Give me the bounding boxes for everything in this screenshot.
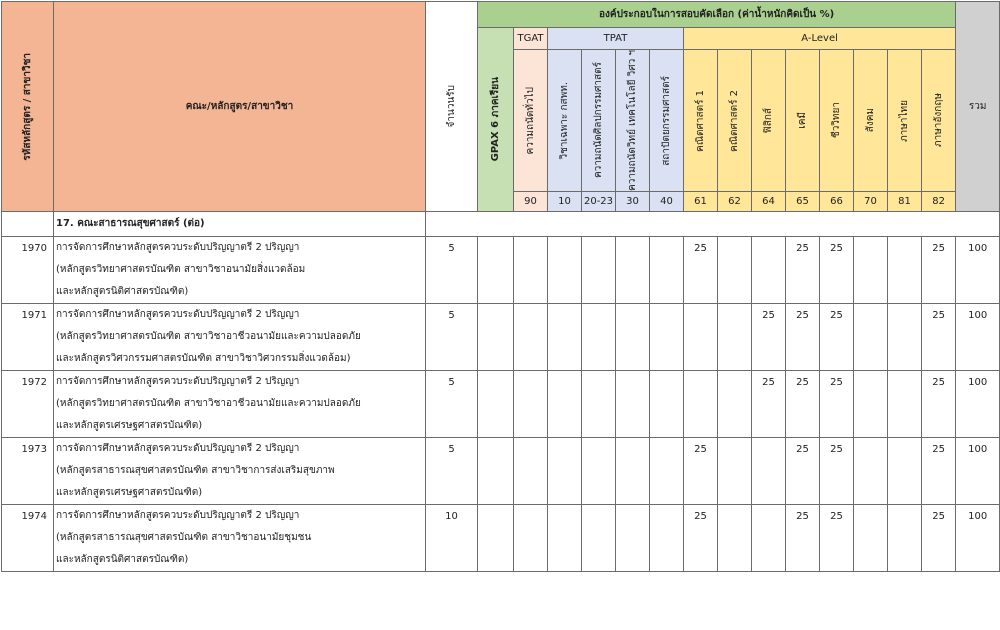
weight-value bbox=[616, 236, 650, 303]
program-name-cell bbox=[54, 370, 426, 437]
subject-code: 20-23 bbox=[582, 191, 616, 211]
program-code: 1970 bbox=[2, 236, 54, 303]
program-name-line: และหลักสูตรนิติศาสตรบัณฑิต) bbox=[56, 553, 189, 565]
program-name-line: (หลักสูตรวิทยาศาสตรบัณฑิต สาขาวิชาอาชีวอนามัยและความปลอดภัย bbox=[56, 330, 361, 342]
weight-value bbox=[888, 370, 922, 437]
weight-value bbox=[582, 370, 616, 437]
components-title: องค์ประกอบในการสอบคัดเลือก (ค่าน้ำหนักคิดเป็น %) bbox=[598, 9, 835, 20]
subject-header bbox=[922, 50, 956, 192]
section-filler bbox=[426, 211, 1000, 236]
subject-label: คณิตศาสตร์ 1 bbox=[695, 89, 706, 152]
weight-value bbox=[650, 303, 684, 370]
weight-value bbox=[582, 303, 616, 370]
program-name-cell bbox=[54, 236, 426, 303]
tgat-group-header bbox=[514, 28, 548, 50]
capacity-value: 5 bbox=[426, 437, 478, 504]
capacity-column-header bbox=[426, 2, 478, 212]
weight-value bbox=[514, 236, 548, 303]
weight-value bbox=[514, 370, 548, 437]
program-code: 1974 bbox=[2, 504, 54, 571]
weight-value bbox=[718, 437, 752, 504]
subject-label: ความถนัดทั่วไป bbox=[525, 86, 536, 155]
faculty-column-header bbox=[54, 2, 426, 212]
subject-code: 66 bbox=[820, 191, 854, 211]
table-row bbox=[2, 370, 1000, 437]
weight-value: 25 bbox=[820, 370, 854, 437]
subject-header bbox=[548, 50, 582, 192]
program-name-line: (หลักสูตรสาธารณสุขศาสตรบัณฑิต สาขาวิชาอนามัยชุมชน bbox=[56, 531, 312, 543]
subject-code: 90 bbox=[514, 191, 548, 211]
weight-value bbox=[854, 370, 888, 437]
weight-value bbox=[854, 504, 888, 571]
weight-value bbox=[548, 236, 582, 303]
weight-value bbox=[854, 236, 888, 303]
weight-value bbox=[650, 437, 684, 504]
weight-value: 25 bbox=[922, 437, 956, 504]
weight-value bbox=[718, 504, 752, 571]
program-name-line: การจัดการศึกษาหลักสูตรควบระดับปริญญาตรี 2 ปริญญา bbox=[56, 375, 300, 387]
weight-value: 25 bbox=[786, 236, 820, 303]
total-value: 100 bbox=[956, 303, 1000, 370]
gpax-value bbox=[478, 303, 514, 370]
subject-label: ความถนัดศิลปกรรมศาสตร์ bbox=[593, 62, 604, 179]
code-column-label: รหัสหลักสูตร / สาขาวิชา bbox=[22, 52, 33, 161]
weight-value bbox=[582, 236, 616, 303]
program-code: 1972 bbox=[2, 370, 54, 437]
weight-value bbox=[514, 504, 548, 571]
weight-value: 25 bbox=[922, 504, 956, 571]
subject-label: ความถนัดวิทย์ เทคโนโลยี วิศว ฯ bbox=[627, 50, 638, 191]
subject-header bbox=[752, 50, 786, 192]
weight-value bbox=[616, 370, 650, 437]
weight-value bbox=[616, 437, 650, 504]
total-column-header bbox=[956, 2, 1000, 212]
program-name-line: และหลักสูตรเศรษฐศาสตรบัณฑิต) bbox=[56, 486, 203, 498]
capacity-value: 5 bbox=[426, 303, 478, 370]
admission-table bbox=[1, 1, 1000, 572]
program-name-line: การจัดการศึกษาหลักสูตรควบระดับปริญญาตรี 2 ปริญญา bbox=[56, 241, 300, 253]
total-value: 100 bbox=[956, 370, 1000, 437]
weight-value: 25 bbox=[786, 437, 820, 504]
weight-value bbox=[718, 370, 752, 437]
weight-value: 25 bbox=[684, 236, 718, 303]
weight-value bbox=[888, 437, 922, 504]
weight-value bbox=[718, 303, 752, 370]
weight-value: 25 bbox=[786, 504, 820, 571]
subject-code: 82 bbox=[922, 191, 956, 211]
tpat-group-label: TPAT bbox=[603, 33, 628, 44]
capacity-value: 5 bbox=[426, 370, 478, 437]
components-header bbox=[478, 2, 956, 28]
subject-header bbox=[616, 50, 650, 192]
weight-value: 25 bbox=[820, 303, 854, 370]
subject-label: ภาษาไทย bbox=[899, 99, 910, 142]
weight-value bbox=[616, 303, 650, 370]
weight-value bbox=[548, 370, 582, 437]
capacity-value: 5 bbox=[426, 236, 478, 303]
weight-value: 25 bbox=[684, 504, 718, 571]
subject-header bbox=[718, 50, 752, 192]
weight-value: 25 bbox=[684, 437, 718, 504]
subject-header bbox=[820, 50, 854, 192]
program-name-line: และหลักสูตรวิศวกรรมศาสตรบัณฑิต สาขาวิชาวิศวกรรมสิ่งแวดล้อม) bbox=[56, 352, 351, 364]
subject-code: 40 bbox=[650, 191, 684, 211]
subject-code: 64 bbox=[752, 191, 786, 211]
capacity-column-label: จำนวนรับ bbox=[446, 85, 457, 128]
code-column-header bbox=[2, 2, 54, 212]
subject-label: สังคม bbox=[865, 108, 876, 133]
weight-value bbox=[514, 437, 548, 504]
gpax-value bbox=[478, 370, 514, 437]
total-value: 100 bbox=[956, 437, 1000, 504]
weight-value bbox=[548, 303, 582, 370]
weight-value bbox=[752, 236, 786, 303]
program-name-cell bbox=[54, 504, 426, 571]
faculty-column-label: คณะ/หลักสูตร/สาขาวิชา bbox=[185, 100, 294, 112]
weight-value bbox=[548, 504, 582, 571]
subject-code: 10 bbox=[548, 191, 582, 211]
subject-code: 62 bbox=[718, 191, 752, 211]
subject-code: 70 bbox=[854, 191, 888, 211]
program-name-cell bbox=[54, 437, 426, 504]
table-body bbox=[2, 211, 1000, 571]
weight-value bbox=[650, 370, 684, 437]
gpax-column-label: GPAX 6 ภาคเรียน bbox=[490, 77, 501, 162]
table-row bbox=[2, 437, 1000, 504]
tpat-group-header bbox=[548, 28, 684, 50]
weight-value: 25 bbox=[820, 504, 854, 571]
subject-code: 61 bbox=[684, 191, 718, 211]
gpax-column-header bbox=[478, 28, 514, 212]
total-value: 100 bbox=[956, 504, 1000, 571]
weight-value: 25 bbox=[752, 370, 786, 437]
table-row bbox=[2, 303, 1000, 370]
weight-value: 25 bbox=[786, 370, 820, 437]
weight-value: 25 bbox=[820, 236, 854, 303]
weight-value bbox=[718, 236, 752, 303]
program-name-line: (หลักสูตรสาธารณสุขศาสตรบัณฑิต สาขาวิชาการส่งเสริมสุขภาพ bbox=[56, 464, 335, 476]
weight-value: 25 bbox=[922, 236, 956, 303]
table-row bbox=[2, 504, 1000, 571]
weight-value bbox=[582, 504, 616, 571]
capacity-value: 10 bbox=[426, 504, 478, 571]
weight-value bbox=[752, 504, 786, 571]
program-name-line: (หลักสูตรวิทยาศาสตรบัณฑิต สาขาวิชาอาชีวอนามัยและความปลอดภัย bbox=[56, 397, 361, 409]
section-code-cell bbox=[2, 211, 54, 236]
tgat-group-label: TGAT bbox=[517, 33, 544, 44]
weight-value bbox=[548, 437, 582, 504]
weight-value: 25 bbox=[922, 370, 956, 437]
subject-code: 81 bbox=[888, 191, 922, 211]
weight-value bbox=[752, 437, 786, 504]
weight-value: 25 bbox=[752, 303, 786, 370]
total-value: 100 bbox=[956, 236, 1000, 303]
subject-label: คณิตศาสตร์ 2 bbox=[729, 89, 740, 152]
gpax-value bbox=[478, 236, 514, 303]
weight-value bbox=[888, 303, 922, 370]
program-name-line: การจัดการศึกษาหลักสูตรควบระดับปริญญาตรี 2 ปริญญา bbox=[56, 308, 300, 320]
program-name-cell bbox=[54, 303, 426, 370]
weight-value bbox=[650, 504, 684, 571]
subject-code: 65 bbox=[786, 191, 820, 211]
weight-value bbox=[888, 236, 922, 303]
weight-value bbox=[684, 303, 718, 370]
alevel-group-label: A-Level bbox=[801, 33, 838, 44]
program-name-line: การจัดการศึกษาหลักสูตรควบระดับปริญญาตรี 2 ปริญญา bbox=[56, 442, 300, 454]
weight-value bbox=[616, 504, 650, 571]
weight-value bbox=[650, 236, 684, 303]
weight-value bbox=[582, 437, 616, 504]
subject-header bbox=[514, 50, 548, 192]
subject-header bbox=[888, 50, 922, 192]
weight-value bbox=[684, 370, 718, 437]
subject-code: 30 bbox=[616, 191, 650, 211]
subject-header bbox=[650, 50, 684, 192]
subject-label: สถาปัตยกรรมศาสตร์ bbox=[661, 75, 672, 166]
total-column-label: รวม bbox=[968, 100, 987, 112]
subject-label: เคมี bbox=[797, 112, 808, 129]
weight-value: 25 bbox=[922, 303, 956, 370]
weight-value bbox=[514, 303, 548, 370]
program-name-line: และหลักสูตรนิติศาสตรบัณฑิต) bbox=[56, 285, 189, 297]
weight-value bbox=[888, 504, 922, 571]
subject-header bbox=[854, 50, 888, 192]
subject-label: ภาษาอังกฤษ bbox=[933, 93, 945, 148]
program-name-line: การจัดการศึกษาหลักสูตรควบระดับปริญญาตรี 2 ปริญญา bbox=[56, 509, 300, 521]
subject-label: วิชาเฉพาะ กสพท. bbox=[559, 81, 570, 160]
gpax-value bbox=[478, 437, 514, 504]
program-name-line: (หลักสูตรวิทยาศาสตรบัณฑิต สาขาวิชาอนามัยสิ่งแวดล้อม bbox=[56, 263, 306, 275]
weight-value: 25 bbox=[820, 437, 854, 504]
table-row bbox=[2, 236, 1000, 303]
subject-label: ฟิสิกส์ bbox=[763, 107, 774, 134]
subject-header bbox=[582, 50, 616, 192]
subject-header bbox=[786, 50, 820, 192]
alevel-group-header bbox=[684, 28, 956, 50]
weight-value bbox=[854, 437, 888, 504]
weight-value: 25 bbox=[786, 303, 820, 370]
subject-header bbox=[684, 50, 718, 192]
program-code: 1971 bbox=[2, 303, 54, 370]
program-name-line: และหลักสูตรเศรษฐศาสตรบัณฑิต) bbox=[56, 419, 203, 431]
weight-value bbox=[854, 303, 888, 370]
program-code: 1973 bbox=[2, 437, 54, 504]
subject-label: ชีววิทยา bbox=[831, 102, 842, 139]
section-row bbox=[2, 211, 1000, 236]
gpax-value bbox=[478, 504, 514, 571]
section-title: 17. คณะสาธารณสุขศาสตร์ (ต่อ) bbox=[54, 211, 426, 236]
